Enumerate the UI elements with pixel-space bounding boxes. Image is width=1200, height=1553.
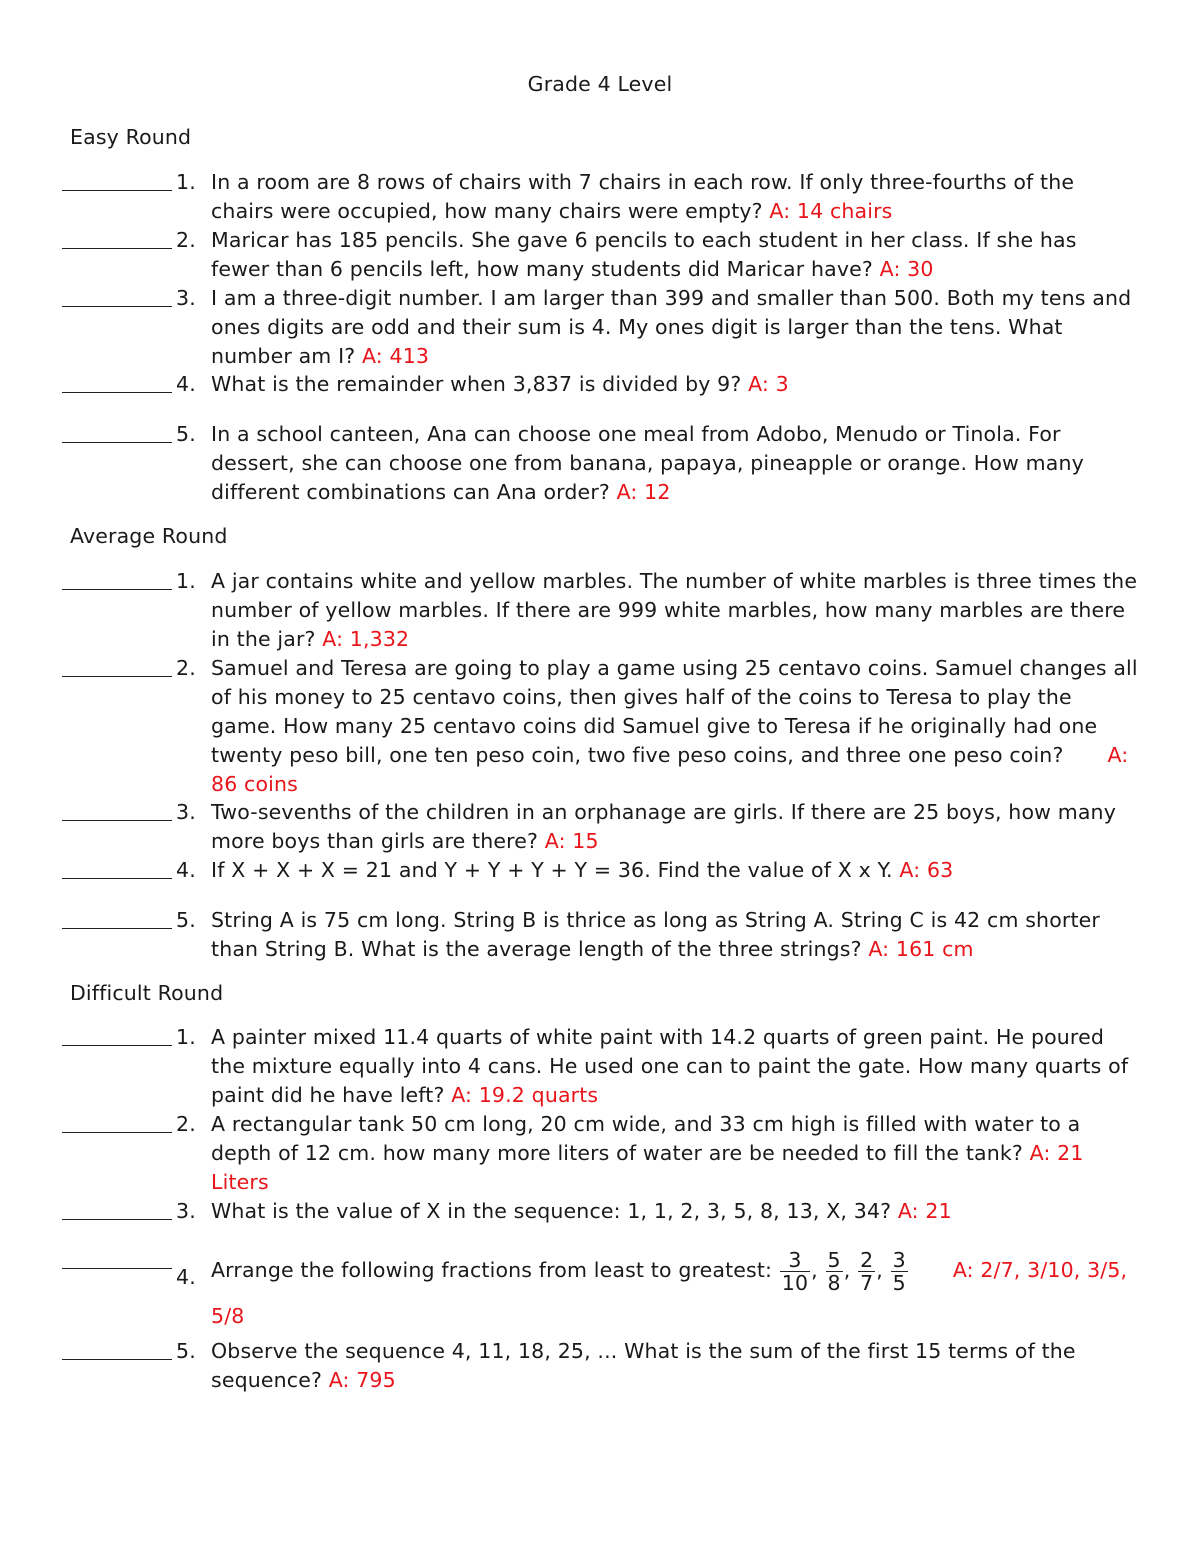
question-number: 2.: [176, 228, 196, 252]
fraction-3-10: $\frac{3}{10}$: [781, 1247, 809, 1295]
answer-blank[interactable]: [62, 878, 172, 879]
page-title: Grade 4 Level: [527, 72, 673, 96]
question-text: Maricar has 185 pencils. She gave 6 pencils to each student in her class. If she has fewer than 6 pencils left, how many students did Maricar have? A: 30: [211, 228, 1077, 281]
question-number: 3.: [176, 286, 196, 310]
easy-round-heading: Easy Round: [70, 125, 192, 149]
answer-blank[interactable]: [62, 1219, 172, 1220]
answer-blank[interactable]: [62, 1045, 172, 1046]
answer: A: 21 Liters: [211, 1141, 1084, 1194]
question-text: Two-sevenths of the children in an orphanage are girls. If there are 25 boys, how many more boys than girls are there? A: 15: [211, 800, 1116, 853]
answer: A: 413: [361, 344, 430, 368]
answer: A: 15: [544, 829, 599, 853]
question-text: String A is 75 cm long. String B is thrice as long as String A. String C is 42 cm shorter than String B. What is the average length of the three strings? A: 161 cm: [211, 908, 1101, 961]
answer: A: 30: [879, 257, 934, 281]
question-text: Arrange the following fractions from least to greatest: $\frac{3}{10}$ , $\frac{5}{8}$ , $\frac{2}{7}$ , $\frac{3}{5}$ A: 2/7, 3/10, 3/5, 5/8: [211, 1247, 1128, 1328]
question-text: A jar contains white and yellow marbles. The number of white marbles is three times the number of yellow marbles. If there are 999 white marbles, how many marbles are there in the jar? A: 1,332: [211, 569, 1138, 651]
answer: A: 1,332: [322, 627, 410, 651]
difficult-round-heading: Difficult Round: [70, 981, 224, 1005]
fraction-3-5: $\frac{3}{5}$: [892, 1247, 906, 1295]
fraction-2-7: $\frac{2}{7}$: [860, 1247, 874, 1295]
question-text: Observe the sequence 4, 11, 18, 25, ... What is the sum of the first 15 terms of the sequence? A: 795: [211, 1339, 1076, 1392]
question-text: What is the remainder when 3,837 is divided by 9? A: 3: [211, 372, 789, 396]
answer-blank[interactable]: [62, 820, 172, 821]
question-text: A rectangular tank 50 cm long, 20 cm wide, and 33 cm high is filled with water to a depth of 12 cm. how many more liters of water are be needed to fill the tank? A: 21 Liters: [211, 1112, 1084, 1194]
answer-blank[interactable]: [62, 928, 172, 929]
answer: A: 2/7, 3/10, 3/5, 5/8: [211, 1258, 1128, 1328]
question-text: A painter mixed 11.4 quarts of white paint with 14.2 quarts of green paint. He poured the mixture equally into 4 cans. He used one can to paint the gate. How many quarts of paint did he have left? A: 19.2 quarts: [211, 1025, 1129, 1107]
answer: A: 63: [899, 858, 954, 882]
question-text: Samuel and Teresa are going to play a game using 25 centavo coins. Samuel changes all of his money to 25 centavo coins, then gives half of the coins to Teresa to play the game. How many 25 centavo coins did Samuel give to Teresa if he originally had one twenty peso bill, one ten peso coin, two five peso coins, and three one peso coin? A: 86 coins: [211, 656, 1138, 796]
answer: A: 14 chairs: [769, 199, 893, 223]
answer-blank[interactable]: [62, 676, 172, 677]
answer: A: 795: [328, 1368, 396, 1392]
answer: A: 86 coins: [211, 743, 1129, 796]
question-text: If X + X + X = 21 and Y + Y + Y + Y = 36. Find the value of X x Y. A: 63: [211, 858, 954, 882]
answer-blank[interactable]: [62, 442, 172, 443]
question-number: 5.: [176, 908, 196, 932]
question-number: 1.: [176, 170, 196, 194]
answer: A: 21: [897, 1199, 952, 1223]
answer-blank[interactable]: [62, 1268, 172, 1269]
answer-blank[interactable]: [62, 248, 172, 249]
question-number: 4.: [176, 372, 196, 396]
question-text: I am a three-digit number. I am larger than 399 and smaller than 500. Both my tens and ones digits are odd and their sum is 4. My ones digit is larger than the tens. What number am I? A: 413: [211, 286, 1132, 368]
question-number: 2.: [176, 656, 196, 680]
question-number: 5.: [176, 1339, 196, 1363]
question-number: 4.: [176, 1265, 196, 1289]
question-text: What is the value of X in the sequence: 1, 1, 2, 3, 5, 8, 13, X, 34? A: 21: [211, 1199, 952, 1223]
question-number: 3.: [176, 800, 196, 824]
answer-blank[interactable]: [62, 306, 172, 307]
answer: A: 12: [616, 480, 671, 504]
answer-blank[interactable]: [62, 1132, 172, 1133]
question-number: 3.: [176, 1199, 196, 1223]
answer-blank[interactable]: [62, 589, 172, 590]
answer: A: 161 cm: [868, 937, 974, 961]
question-text: In a school canteen, Ana can choose one meal from Adobo, Menudo or Tinola. For dessert, she can choose one from banana, papaya, pineapple or orange. How many different combinations can Ana order? A: 12: [211, 422, 1084, 504]
question-number: 1.: [176, 569, 196, 593]
question-number: 4.: [176, 858, 196, 882]
answer-blank[interactable]: [62, 392, 172, 393]
answer-blank[interactable]: [62, 190, 172, 191]
question-number: 5.: [176, 422, 196, 446]
question-number: 2.: [176, 1112, 196, 1136]
question-number: 1.: [176, 1025, 196, 1049]
answer: A: 19.2 quarts: [451, 1083, 599, 1107]
question-text: In a room are 8 rows of chairs with 7 chairs in each row. If only three-fourths of the chairs were occupied, how many chairs were empty? A: 14 chairs: [211, 170, 1075, 223]
answer: A: 3: [748, 372, 789, 396]
fraction-5-8: $\frac{5}{8}$: [827, 1247, 841, 1295]
answer-blank[interactable]: [62, 1359, 172, 1360]
average-round-heading: Average Round: [70, 524, 228, 548]
